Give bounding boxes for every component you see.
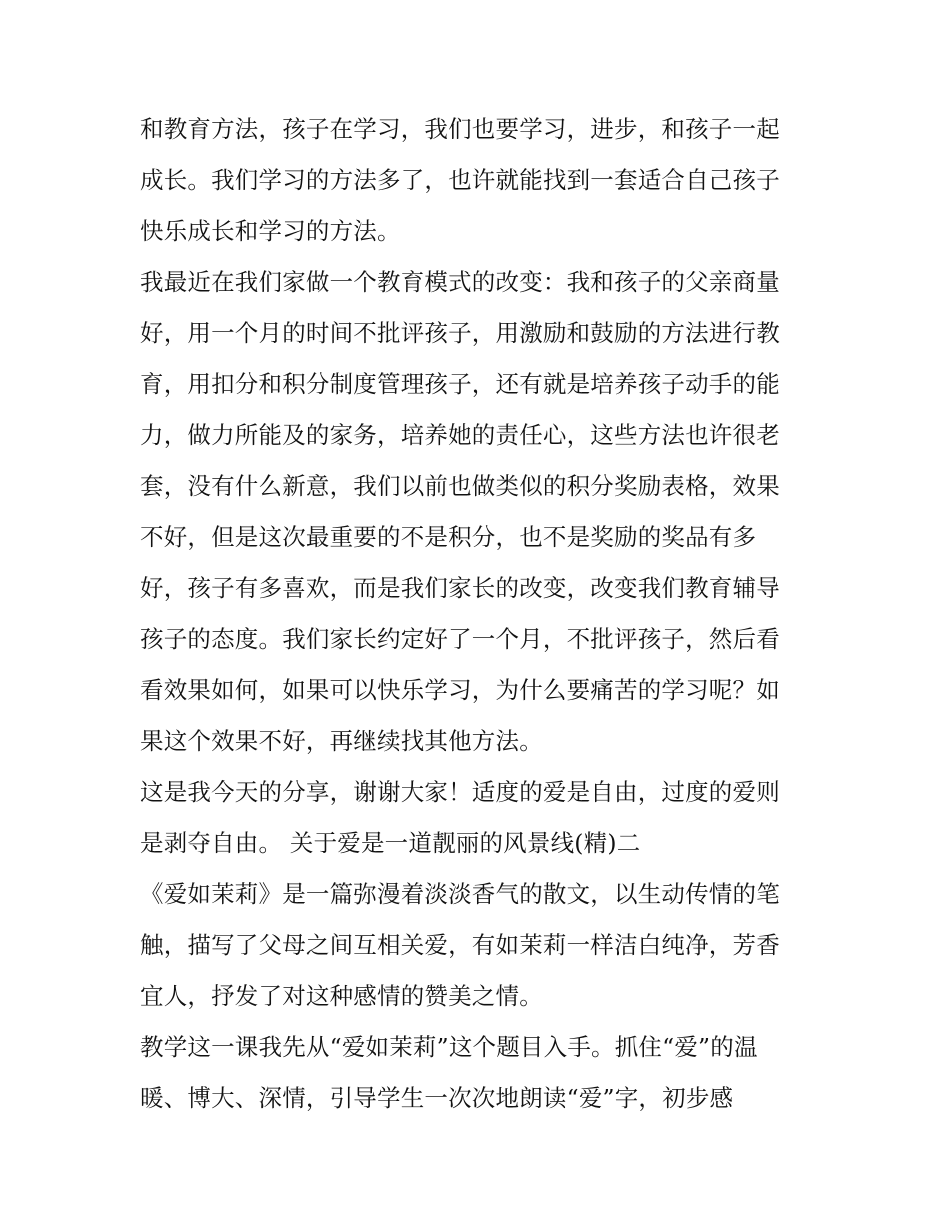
text-line: 这是我今天的分享，谢谢大家！适度的爱是自由，过度的爱则: [140, 778, 780, 806]
text-line: 套，没有什么新意，我们以前也做类似的积分奖励表格，效果: [140, 472, 780, 500]
text-line: 果这个效果不好，再继续找其他方法。: [140, 727, 543, 755]
text-line: 孩子的态度。我们家长约定好了一个月，不批评孩子，然后看: [140, 625, 780, 653]
text-line: 育，用扣分和积分制度管理孩子，还有就是培养孩子动手的能: [140, 370, 780, 398]
text-line: 教学这一课我先从“爱如茉莉”这个题目入手。抓住“爱”的温: [140, 1033, 758, 1061]
text-line: 触，描写了父母之间互相关爱，有如茉莉一样洁白纯净，芳香: [140, 931, 780, 959]
text-line: 力，做力所能及的家务，培养她的责任心，这些方法也许很老: [140, 421, 780, 449]
text-line: 《爱如茉莉》是一篇弥漫着淡淡香气的散文，以生动传情的笔: [140, 880, 780, 908]
text-line: 暖、博大、深情，引导学生一次次地朗读“爱”字，初步感: [140, 1084, 734, 1112]
text-line: 我最近在我们家做一个教育模式的改变：我和孩子的父亲商量: [140, 268, 780, 296]
text-line: 成长。我们学习的方法多了，也许就能找到一套适合自己孩子: [140, 166, 780, 194]
text-line: 宜人，抒发了对这种感情的赞美之情。: [140, 982, 543, 1010]
text-line: 好，孩子有多喜欢，而是我们家长的改变，改变我们教育辅导: [140, 574, 780, 602]
text-line: 和教育方法，孩子在学习，我们也要学习，进步，和孩子一起: [140, 115, 780, 143]
text-line: 是剥夺自由。 关于爱是一道靓丽的风景线(精)二: [140, 829, 641, 857]
text-line: 快乐成长和学习的方法。: [140, 217, 401, 245]
text-line: 看效果如何，如果可以快乐学习，为什么要痛苦的学习呢？如: [140, 676, 780, 704]
text-line: 不好，但是这次最重要的不是积分，也不是奖励的奖品有多: [140, 523, 757, 551]
text-line: 好，用一个月的时间不批评孩子，用激励和鼓励的方法进行教: [140, 319, 780, 347]
